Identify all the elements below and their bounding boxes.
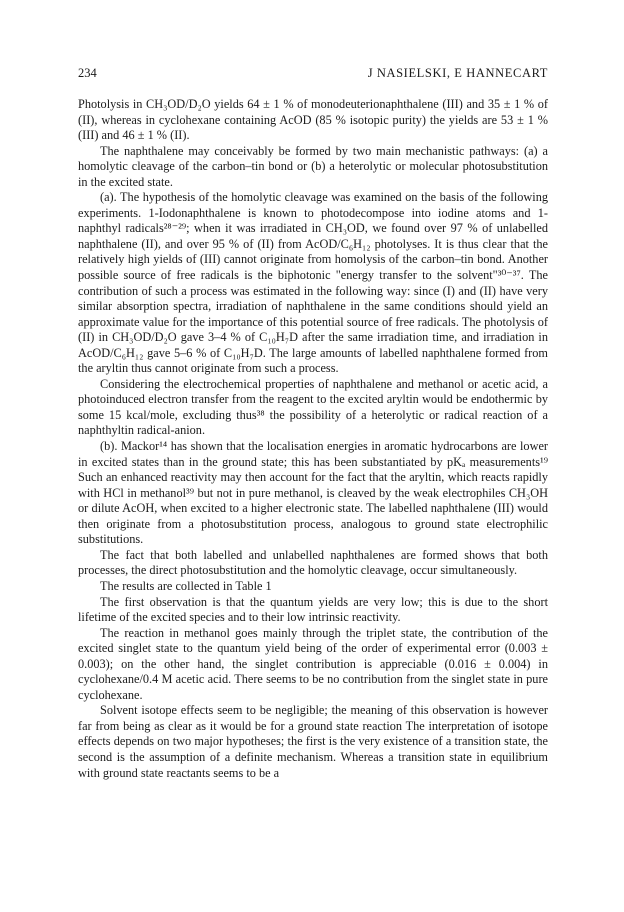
paragraph-photolysis-yields: Photolysis in CH₃OD/D₂O yields 64 ± 1 % of monodeuterionaphthalene (III) and 35 ± 1 % of (II), whereas in cyclohexane containing AcOD (85 % isotopic purity) the yields are 53 ± 1 % (III) and 46 ± 1 % (II). bbox=[78, 97, 548, 143]
running-head: J NASIELSKI, E HANNECART bbox=[367, 66, 548, 80]
page-number: 234 bbox=[78, 66, 97, 80]
paragraph-electron-transfer: Considering the electrochemical properties of naphthalene and methanol or acetic acid, a photoinduced electron transfer from the reagent to the excited aryltin would be endothermic by some 15 kcal/mole, excluding thus³⁸ the possibility of a heterolytic or radical reaction of a naphthyltin radical-anion. bbox=[78, 376, 548, 438]
paragraph-quantum-yields: The first observation is that the quantum yields are very low; this is due to the short lifetime of the excited species and to their low intrinsic reactivity. bbox=[78, 594, 548, 625]
paragraph-homolytic-cleavage: (a). The hypothesis of the homolytic cleavage was examined on the basis of the following experiments. 1-Iodonaphthalene is known to photodecompose into iodine atoms and 1-naphthyl radicals²⁸⁻²⁹; when it was irradiated in CH₃OD, we found over 97 % of unlabelled naphthalene (II), and over 95 % of (II) from AcOD/C₆H₁₂ photolyses. It is thus clear that the relatively high yields of (III) cannot originate from homolysis of the carbon–tin bond. Another possible source of free radicals is the biphotonic "energy transfer to the solvent"³⁰⁻³⁷. The contribution of such a process was estimated in the following way: since (I) and (II) have very similar absorption spectra, irradiation of naphthalene in the same conditions should yield an approximate value for the importance of this potential source of free radicals. The photolysis of (II) in CH₃OD/D₂O gave 3–4 % of C₁₀H₇D after the same irradiation time, and irradiation in AcOD/C₆H₁₂ gave 5–6 % of C₁₀H₇D. The large amounts of labelled naphthalene formed from the aryltin thus cannot originate from such a process. bbox=[78, 190, 548, 376]
paragraph-photosubstitution: (b). Mackor¹⁴ has shown that the localisation energies in aromatic hydrocarbons are lower in excited states than in the ground state; this has been substantiated by pKₐ measurements¹⁹ Such an enhanced reactivity may then account for the fact that the aryltin, which reacts rapidly with HCl in methanol³⁹ but not in pure methanol, is cleaved by the weak electrophiles CH₃OH or dilute AcOH, when excited to a higher electronic state. The labelled naphthalene (III) would then originate from a photosubstitution process, analogous to ground state electrophilic substitutions. bbox=[78, 439, 548, 547]
body-text bbox=[78, 97, 548, 781]
paragraph-triplet-state: The reaction in methanol goes mainly through the triplet state, the contribution of the excited singlet state to the quantum yield being of the order of experimental error (0.003 ± 0.003); on the other hand, the singlet contribution is appreciable (0.016 ± 0.004) in cyclohexane/0.4 M acetic acid. There seems to be no contribution from the singlet state in pure cyclohexane. bbox=[78, 625, 548, 702]
paragraph-isotope-effects: Solvent isotope effects seem to be negligible; the meaning of this observation is however far from being as clear as it would be for a ground state reaction The interpretation of isotope effects depends on two major hypotheses; the first is the very existence of a transition state, the second is the assumption of a definite mechanism. Whereas a transition state in equilibrium with ground state reactants seems to be a bbox=[78, 703, 548, 780]
paragraph-mechanistic-pathways: The naphthalene may conceivably be formed by two main mechanistic pathways: (a) a homolytic cleavage of the carbon–tin bond or (b) a heterolytic or molecular photosubstitution in the excited state. bbox=[78, 143, 548, 189]
page-header bbox=[78, 66, 548, 82]
paragraph-both-processes: The fact that both labelled and unlabelled naphthalenes are formed shows that both processes, the direct photosubstitution and the homolytic cleavage, occur simultaneously. bbox=[78, 547, 548, 578]
paragraph-table-reference: The results are collected in Table 1 bbox=[100, 578, 272, 593]
